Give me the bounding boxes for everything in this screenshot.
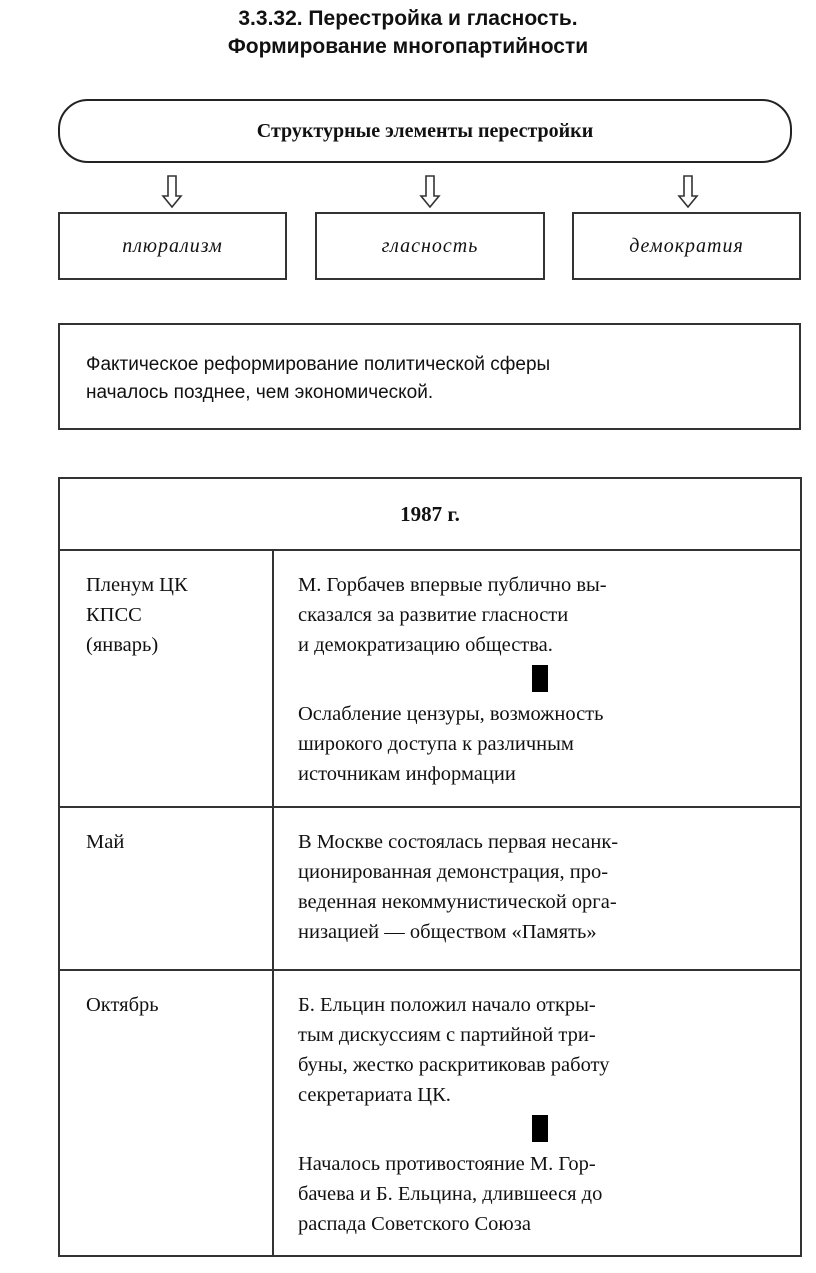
row-divider [60, 806, 800, 808]
down-arrow-icon [419, 175, 441, 209]
structure-heading: Структурные элементы перестройки [256, 119, 594, 142]
down-arrow-icon [677, 175, 699, 209]
down-arrow-icon [161, 175, 183, 209]
table-row-event [298, 570, 778, 660]
table-row-period [86, 827, 266, 857]
page-subtitle: Формирование многопартийности [227, 35, 589, 58]
element-label: гласность [381, 234, 479, 257]
event-line: секретариата ЦК. [298, 1084, 451, 1106]
element-box-democracy [572, 212, 801, 280]
consequence-line: Ослабление цензуры, возможность [298, 703, 604, 725]
event-line: В Москве состоялась первая несанк- [298, 831, 619, 853]
table-row-consequence [298, 699, 778, 789]
period-line: Октябрь [86, 994, 159, 1016]
events-table [58, 477, 802, 1257]
consequence-line: Началось противостояние М. Гор- [298, 1153, 596, 1175]
row-divider [60, 969, 800, 971]
fact-text-line: Фактическое реформирование политической сферы [86, 354, 551, 375]
event-line: буны, жестко раскритиковав работу [298, 1054, 610, 1076]
period-line: Май [86, 831, 125, 853]
element-box-glasnost [315, 212, 545, 280]
element-label: демократия [629, 234, 744, 257]
consequence-line: широкого доступа к различным [298, 733, 574, 755]
event-line: тым дискуссиям с партийной три- [298, 1024, 596, 1046]
event-line: Б. Ельцин положил начало откры- [298, 994, 596, 1016]
consequence-line: распада Советского Союза [298, 1213, 531, 1235]
event-line: М. Горбачев впервые публично вы- [298, 574, 607, 596]
row-divider [60, 549, 800, 551]
consequence-line: источникам информации [298, 763, 516, 785]
element-box-pluralism [58, 212, 287, 280]
element-label: плюрализм [122, 234, 223, 257]
structure-heading-box [58, 99, 792, 163]
event-line: ционированная демонстрация, про- [298, 861, 609, 883]
table-row-consequence [298, 1149, 778, 1239]
fact-box [58, 323, 801, 430]
consequence-marker-icon [532, 665, 548, 692]
table-year-header: 1987 г. [400, 501, 460, 526]
consequence-line: бачева и Б. Ельцина, длившееся до [298, 1183, 603, 1205]
fact-text-line: началось позднее, чем экономической. [86, 382, 434, 403]
event-line: низацией — обществом «Память» [298, 921, 597, 943]
table-row-event [298, 990, 778, 1110]
table-row-event [298, 827, 778, 947]
table-row-period [86, 570, 266, 660]
page-title: 3.3.32. Перестройка и гласность. [238, 7, 578, 30]
period-line: (январь) [86, 634, 159, 656]
period-line: КПСС [86, 604, 142, 626]
column-divider [272, 550, 274, 1257]
event-line: и демократизацию общества. [298, 634, 553, 656]
table-row-period [86, 990, 266, 1020]
period-line: Пленум ЦК [86, 574, 188, 596]
event-line: веденная некоммунистической орга- [298, 891, 617, 913]
consequence-marker-icon [532, 1115, 548, 1142]
event-line: сказался за развитие гласности [298, 604, 569, 626]
